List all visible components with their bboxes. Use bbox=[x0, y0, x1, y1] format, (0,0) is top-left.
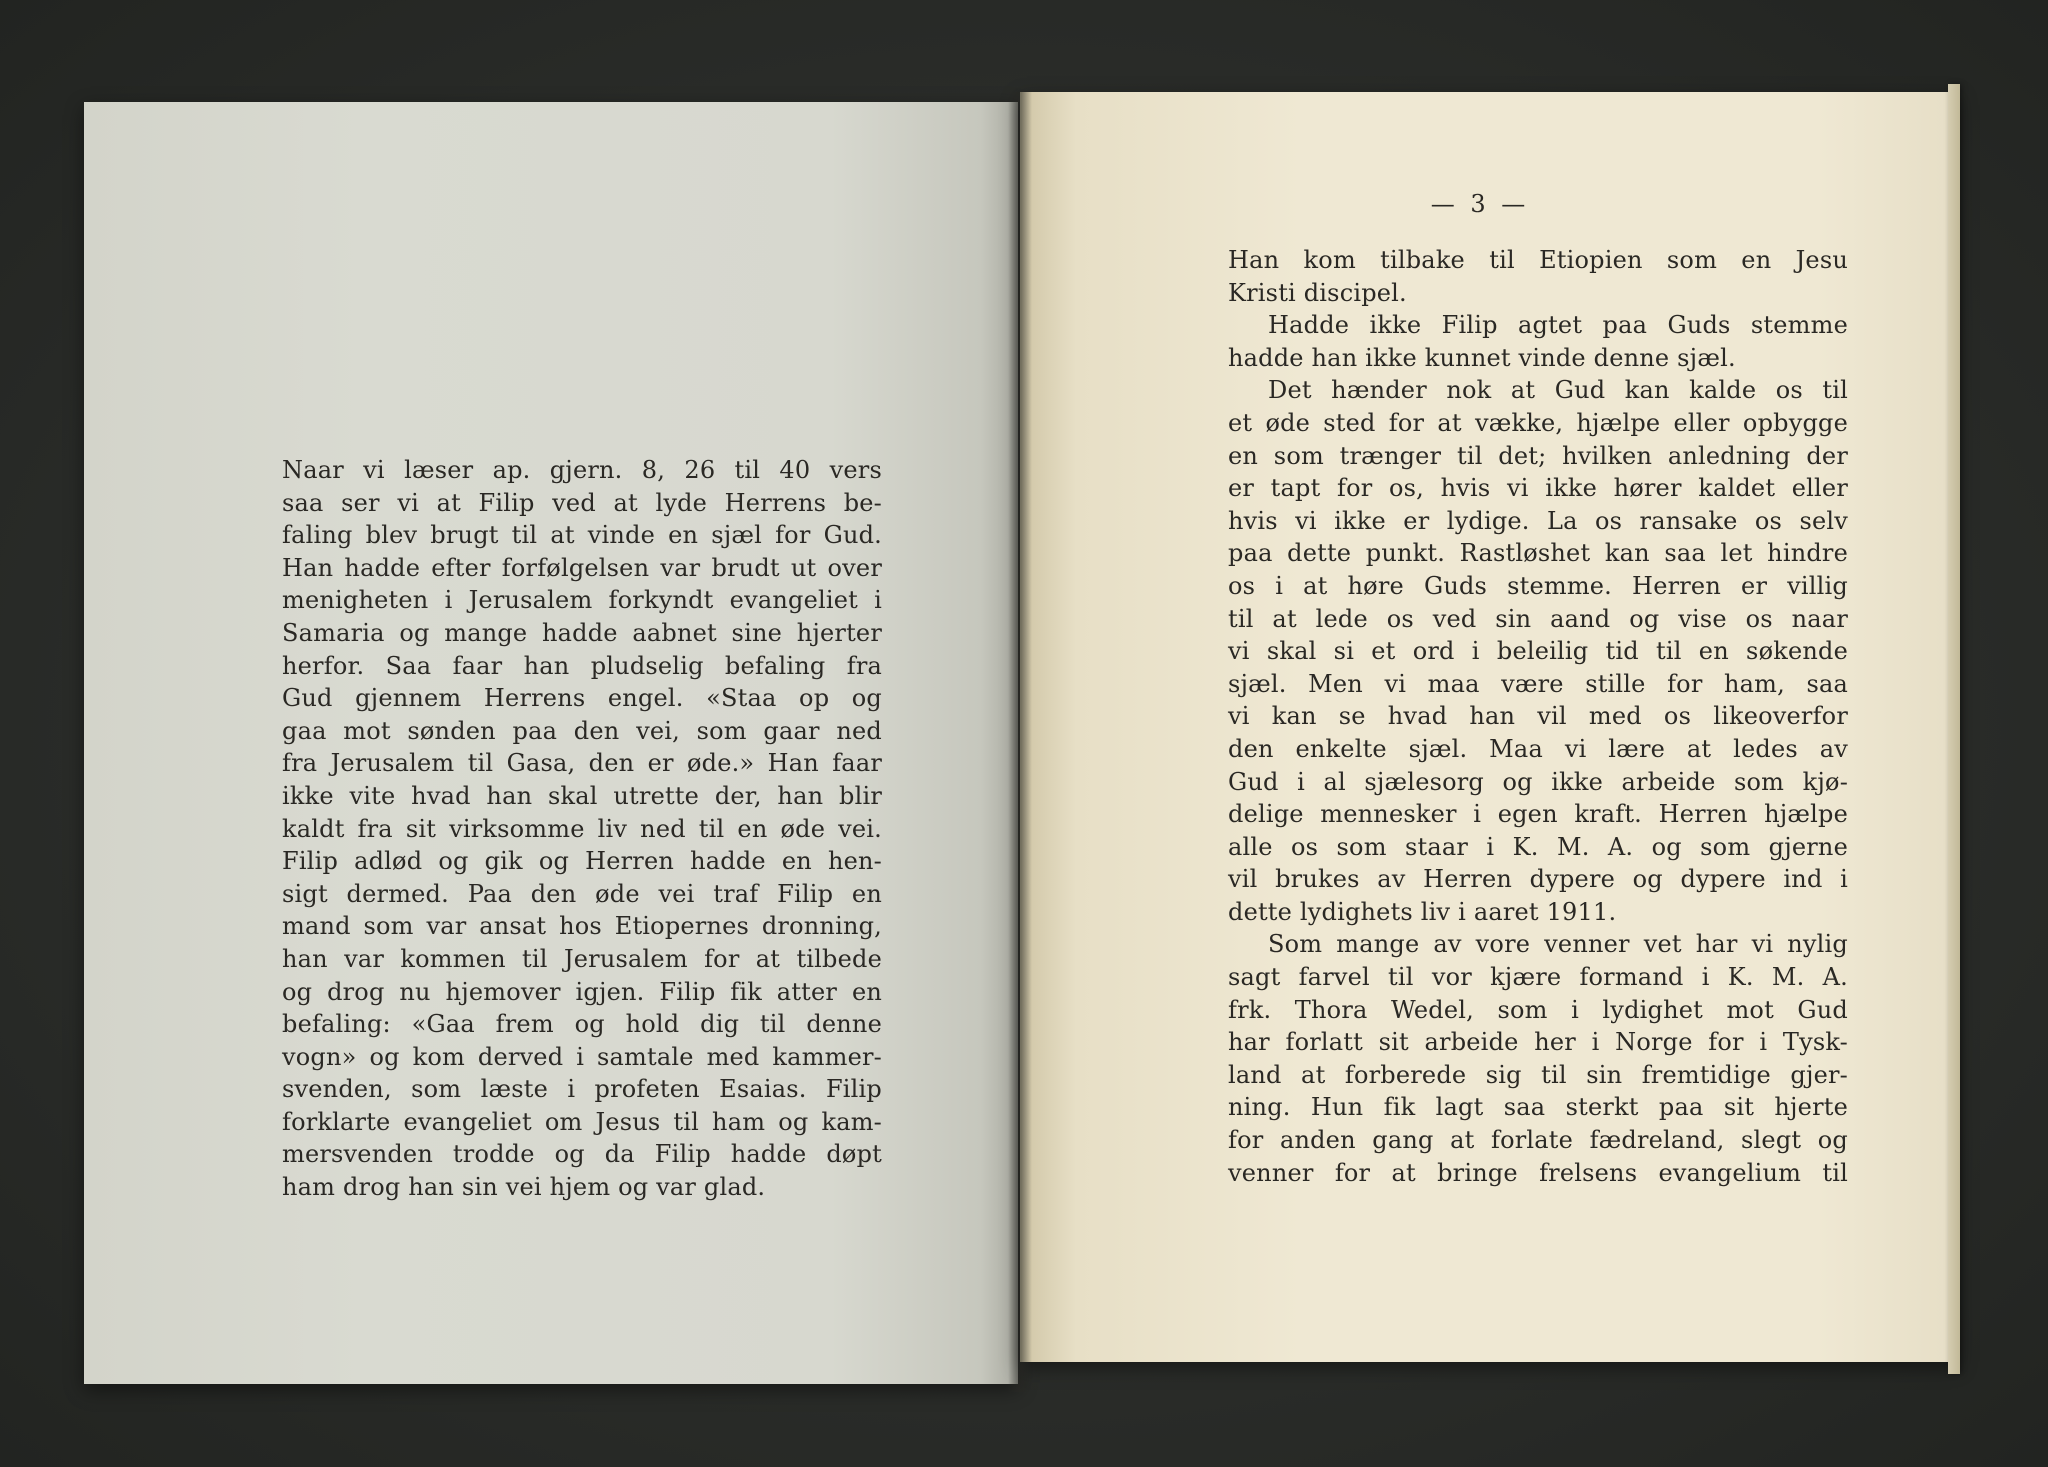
text-line: han var kommen til Jerusalem for at tilbede bbox=[282, 944, 882, 973]
text-line: land at forberede sig til sin fremtidige gjer- bbox=[1228, 1060, 1848, 1089]
text-line: Kristi discipel. bbox=[1228, 278, 1407, 307]
text-line: ning. Hun fik lagt saa sterkt paa sit hjerte bbox=[1228, 1093, 1848, 1122]
text-line: har forlatt sit arbeide her i Norge for i Tysk- bbox=[1228, 1028, 1848, 1057]
text-line: Hadde ikke Filip agtet paa Guds stemme bbox=[1268, 311, 1848, 340]
text-line: frk. Thora Wedel, som i lydighet mot Gud bbox=[1228, 995, 1848, 1024]
left-page-body bbox=[282, 454, 882, 1204]
text-line: ham drog han sin vei hjem og var glad. bbox=[282, 1173, 766, 1202]
text-line: til at lede os ved sin aand og vise os naar bbox=[1228, 604, 1848, 633]
text-line: venner for at bringe frelsens evangelium til bbox=[1228, 1158, 1848, 1187]
text-line: vil brukes av Herren dypere og dypere ind i bbox=[1228, 865, 1848, 894]
text-line: hadde han ikke kunnet vinde denne sjæl. bbox=[1228, 343, 1736, 372]
text-line: dette lydighets liv i aaret 1911. bbox=[1228, 897, 1617, 926]
left-page bbox=[84, 102, 1018, 1384]
text-line: Han kom tilbake til Etiopien som en Jesu bbox=[1228, 246, 1848, 274]
text-line: og drog nu hjemover igjen. Filip fik atter en bbox=[282, 977, 882, 1006]
text-line: herfor. Saa faar han pludselig befaling fra bbox=[282, 651, 882, 680]
text-line: Filip adlød og gik og Herren hadde en hen- bbox=[282, 847, 882, 876]
text-line: menigheten i Jerusalem forkyndt evangeliet i bbox=[282, 586, 882, 615]
booklet-spread bbox=[80, 92, 1960, 1392]
text-line: os i at høre Guds stemme. Herren er villig bbox=[1228, 571, 1848, 600]
text-line: ikke vite hvad han skal utrette der, han blir bbox=[282, 781, 882, 810]
text-line: Gud i al sjælesorg og ikke arbeide som kjø- bbox=[1228, 767, 1848, 796]
right-page bbox=[1020, 92, 1958, 1362]
text-line: sagt farvel til vor kjære formand i K. M. A. bbox=[1228, 963, 1848, 992]
book-gutter bbox=[1008, 92, 1032, 1392]
text-line: Samaria og mange hadde aabnet sine hjerter bbox=[282, 618, 882, 647]
text-line: hvis vi ikke er lydige. La os ransake os selv bbox=[1228, 506, 1848, 535]
right-page-body bbox=[1228, 244, 1848, 1189]
text-line: vi kan se hvad han vil med os likeoverfor bbox=[1228, 702, 1848, 731]
text-line: Som mange av vore venner vet har vi nylig bbox=[1268, 930, 1848, 959]
page-number: — 3 — bbox=[1430, 190, 1530, 218]
text-line: Naar vi læser ap. gjern. 8, 26 til 40 vers bbox=[282, 456, 882, 484]
text-line: mand som var ansat hos Etiopernes dronning, bbox=[282, 912, 882, 941]
text-line: vogn» og kom derved i samtale med kammer- bbox=[282, 1042, 882, 1071]
page-edge bbox=[1948, 84, 1960, 1374]
text-line: mersvenden trodde og da Filip hadde døpt bbox=[282, 1140, 882, 1169]
text-line: befaling: «Gaa frem og hold dig til denne bbox=[282, 1010, 882, 1039]
text-line: gaa mot sønden paa den vei, som gaar ned bbox=[282, 716, 882, 745]
text-line: den enkelte sjæl. Maa vi lære at ledes av bbox=[1228, 734, 1848, 763]
text-line: et øde sted for at vække, hjælpe eller opbygge bbox=[1228, 408, 1848, 437]
text-line: faling blev brugt til at vinde en sjæl for Gud. bbox=[282, 521, 882, 550]
text-line: kaldt fra sit virksomme liv ned til en øde vei. bbox=[282, 814, 882, 843]
text-line: sigt dermed. Paa den øde vei traf Filip en bbox=[282, 879, 882, 908]
text-line: svenden, som læste i profeten Esaias. Filip bbox=[282, 1075, 882, 1104]
text-line: er tapt for os, hvis vi ikke hører kaldet eller bbox=[1228, 474, 1848, 503]
text-line: paa dette punkt. Rastløshet kan saa let hindre bbox=[1228, 539, 1848, 568]
text-line: Det hænder nok at Gud kan kalde os til bbox=[1268, 376, 1848, 405]
text-line: vi skal si et ord i beleilig tid til en søkende bbox=[1228, 637, 1848, 666]
text-line: fra Jerusalem til Gasa, den er øde.» Han faar bbox=[282, 749, 882, 778]
text-line: delige mennesker i egen kraft. Herren hjælpe bbox=[1228, 800, 1848, 829]
text-line: en som trænger til det; hvilken anledning der bbox=[1228, 441, 1848, 470]
text-line: saa ser vi at Filip ved at lyde Herrens be- bbox=[282, 488, 882, 517]
text-line: alle os som staar i K. M. A. og som gjerne bbox=[1228, 832, 1848, 861]
text-line: forklarte evangeliet om Jesus til ham og kam- bbox=[282, 1107, 882, 1136]
text-line: for anden gang at forlate fædreland, slegt og bbox=[1228, 1126, 1848, 1155]
text-line: Gud gjennem Herrens engel. «Staa op og bbox=[282, 684, 882, 713]
text-line: Han hadde efter forfølgelsen var brudt ut over bbox=[282, 553, 882, 582]
text-line: sjæl. Men vi maa være stille for ham, saa bbox=[1228, 669, 1848, 698]
